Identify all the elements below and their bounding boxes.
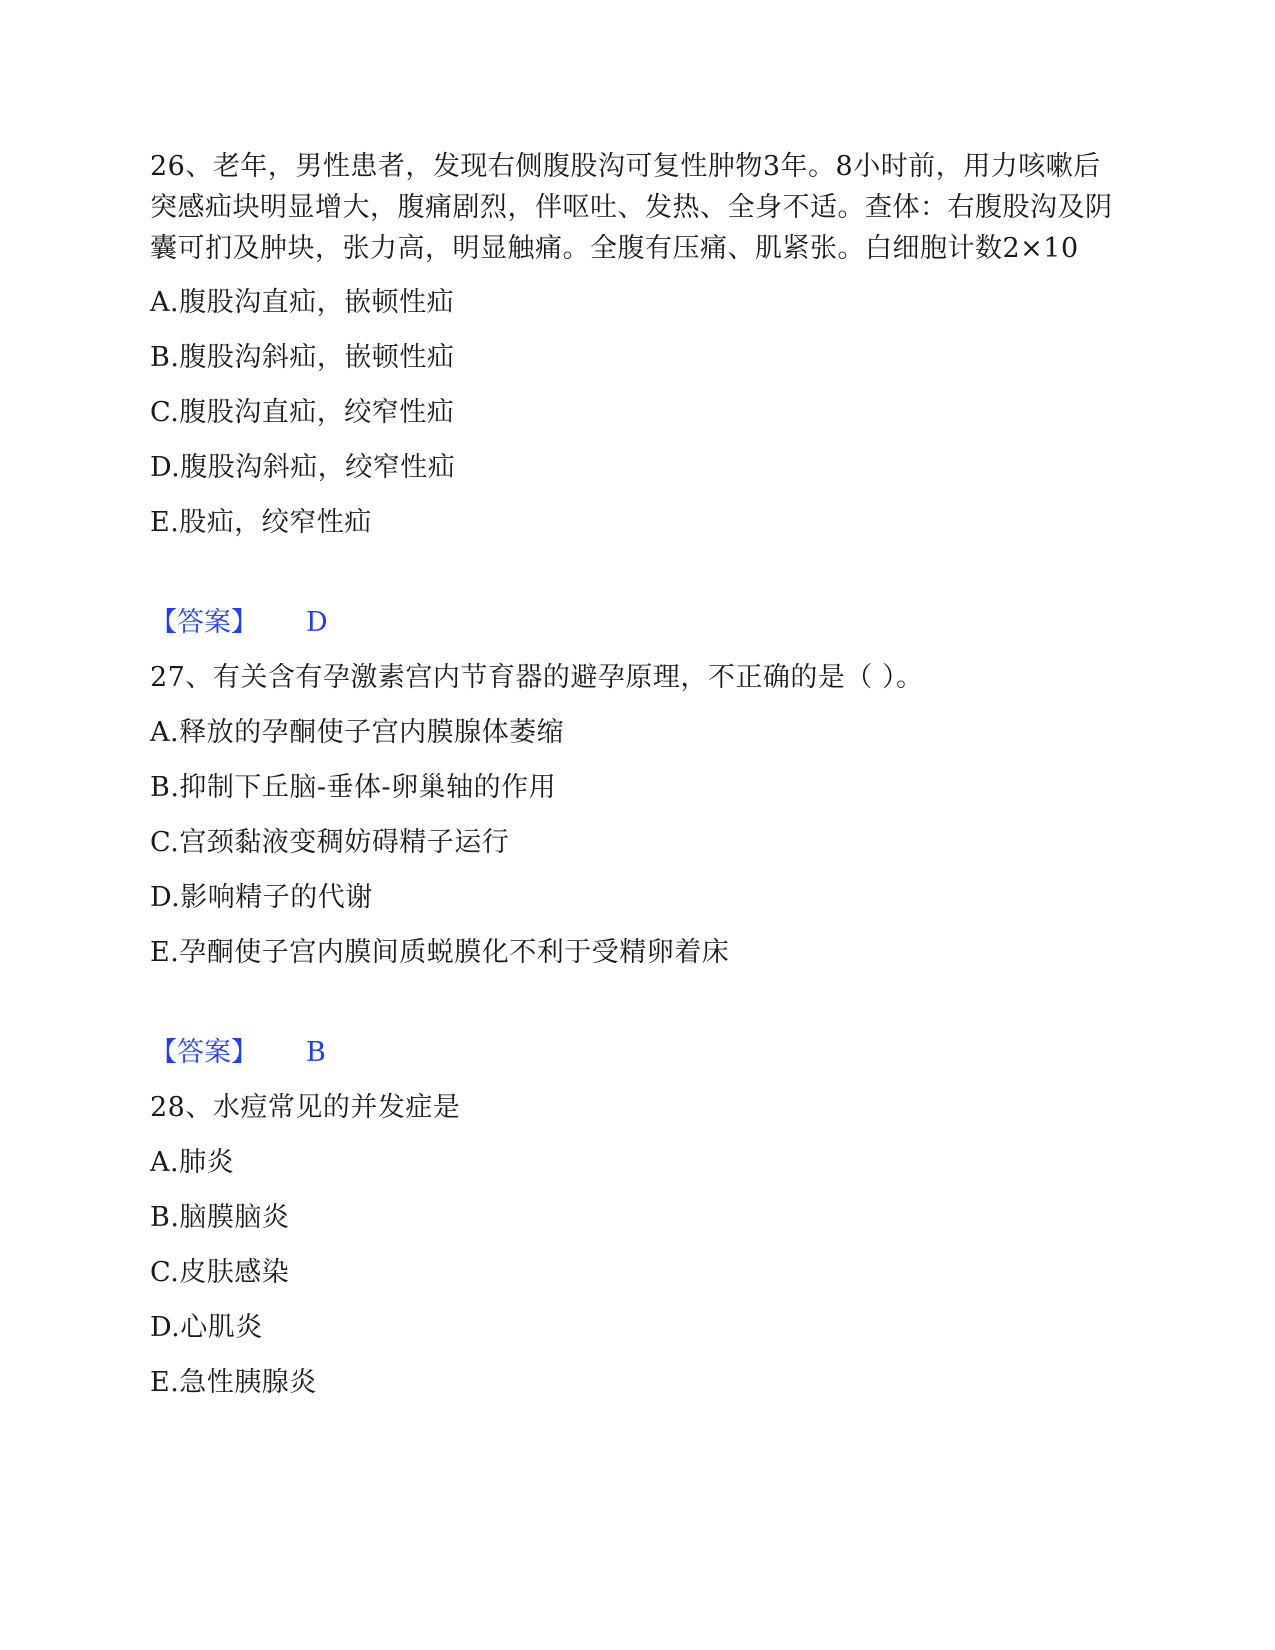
question-28-option-d: D.心肌炎 — [150, 1312, 263, 1343]
answer-label: 【答案】 — [150, 607, 258, 638]
question-28-option-a: A.肺炎 — [150, 1147, 235, 1178]
question-26-option-d: D.腹股沟斜疝，绞窄性疝 — [150, 452, 456, 483]
question-28-option-e: E.急性胰腺炎 — [150, 1367, 317, 1398]
question-27-answer — [150, 1033, 1125, 1073]
answer-value: B — [306, 1037, 326, 1068]
question-27-stem: 27、有关含有孕激素宫内节育器的避孕原理，不正确的是（ ）。 — [150, 662, 924, 693]
question-26-option-c: C.腹股沟直疝，绞窄性疝 — [150, 397, 455, 428]
question-26-option-b: B.腹股沟斜疝，嵌顿性疝 — [150, 342, 455, 373]
question-28-stem: 28、水痘常见的并发症是 — [150, 1092, 461, 1123]
question-26-answer — [150, 603, 1125, 643]
question-27-option-a: A.释放的孕酮使子宫内膜腺体萎缩 — [150, 717, 565, 748]
question-27-option-c: C.宫颈黏液变稠妨碍精子运行 — [150, 827, 510, 858]
document-page — [150, 146, 1125, 1403]
question-26-option-a: A.腹股沟直疝，嵌顿性疝 — [150, 287, 455, 318]
question-28-option-c: C.皮肤感染 — [150, 1257, 290, 1288]
question-28-option-b: B.脑膜脑炎 — [150, 1202, 290, 1233]
answer-label: 【答案】 — [150, 1037, 258, 1068]
question-26-stem: 26、老年，男性患者，发现右侧腹股沟可复性肿物3年。8小时前，用力咳嗽后突感疝块明显增大，腹痛剧烈，伴呕吐、发热、全身不适。查体：右腹股沟及阴囊可扪及肿块，张力高，明显触痛。全腹有压痛、肌紧张。白细胞计数2×10 — [150, 151, 1113, 264]
question-26-option-e: E.股疝，绞窄性疝 — [150, 507, 372, 538]
question-27-option-b: B.抑制下丘脑-垂体-卵巢轴的作用 — [150, 772, 557, 803]
question-27-option-e: E.孕酮使子宫内膜间质蜕膜化不利于受精卵着床 — [150, 937, 730, 968]
question-27-option-d: D.影响精子的代谢 — [150, 882, 373, 913]
answer-value: D — [306, 607, 328, 638]
